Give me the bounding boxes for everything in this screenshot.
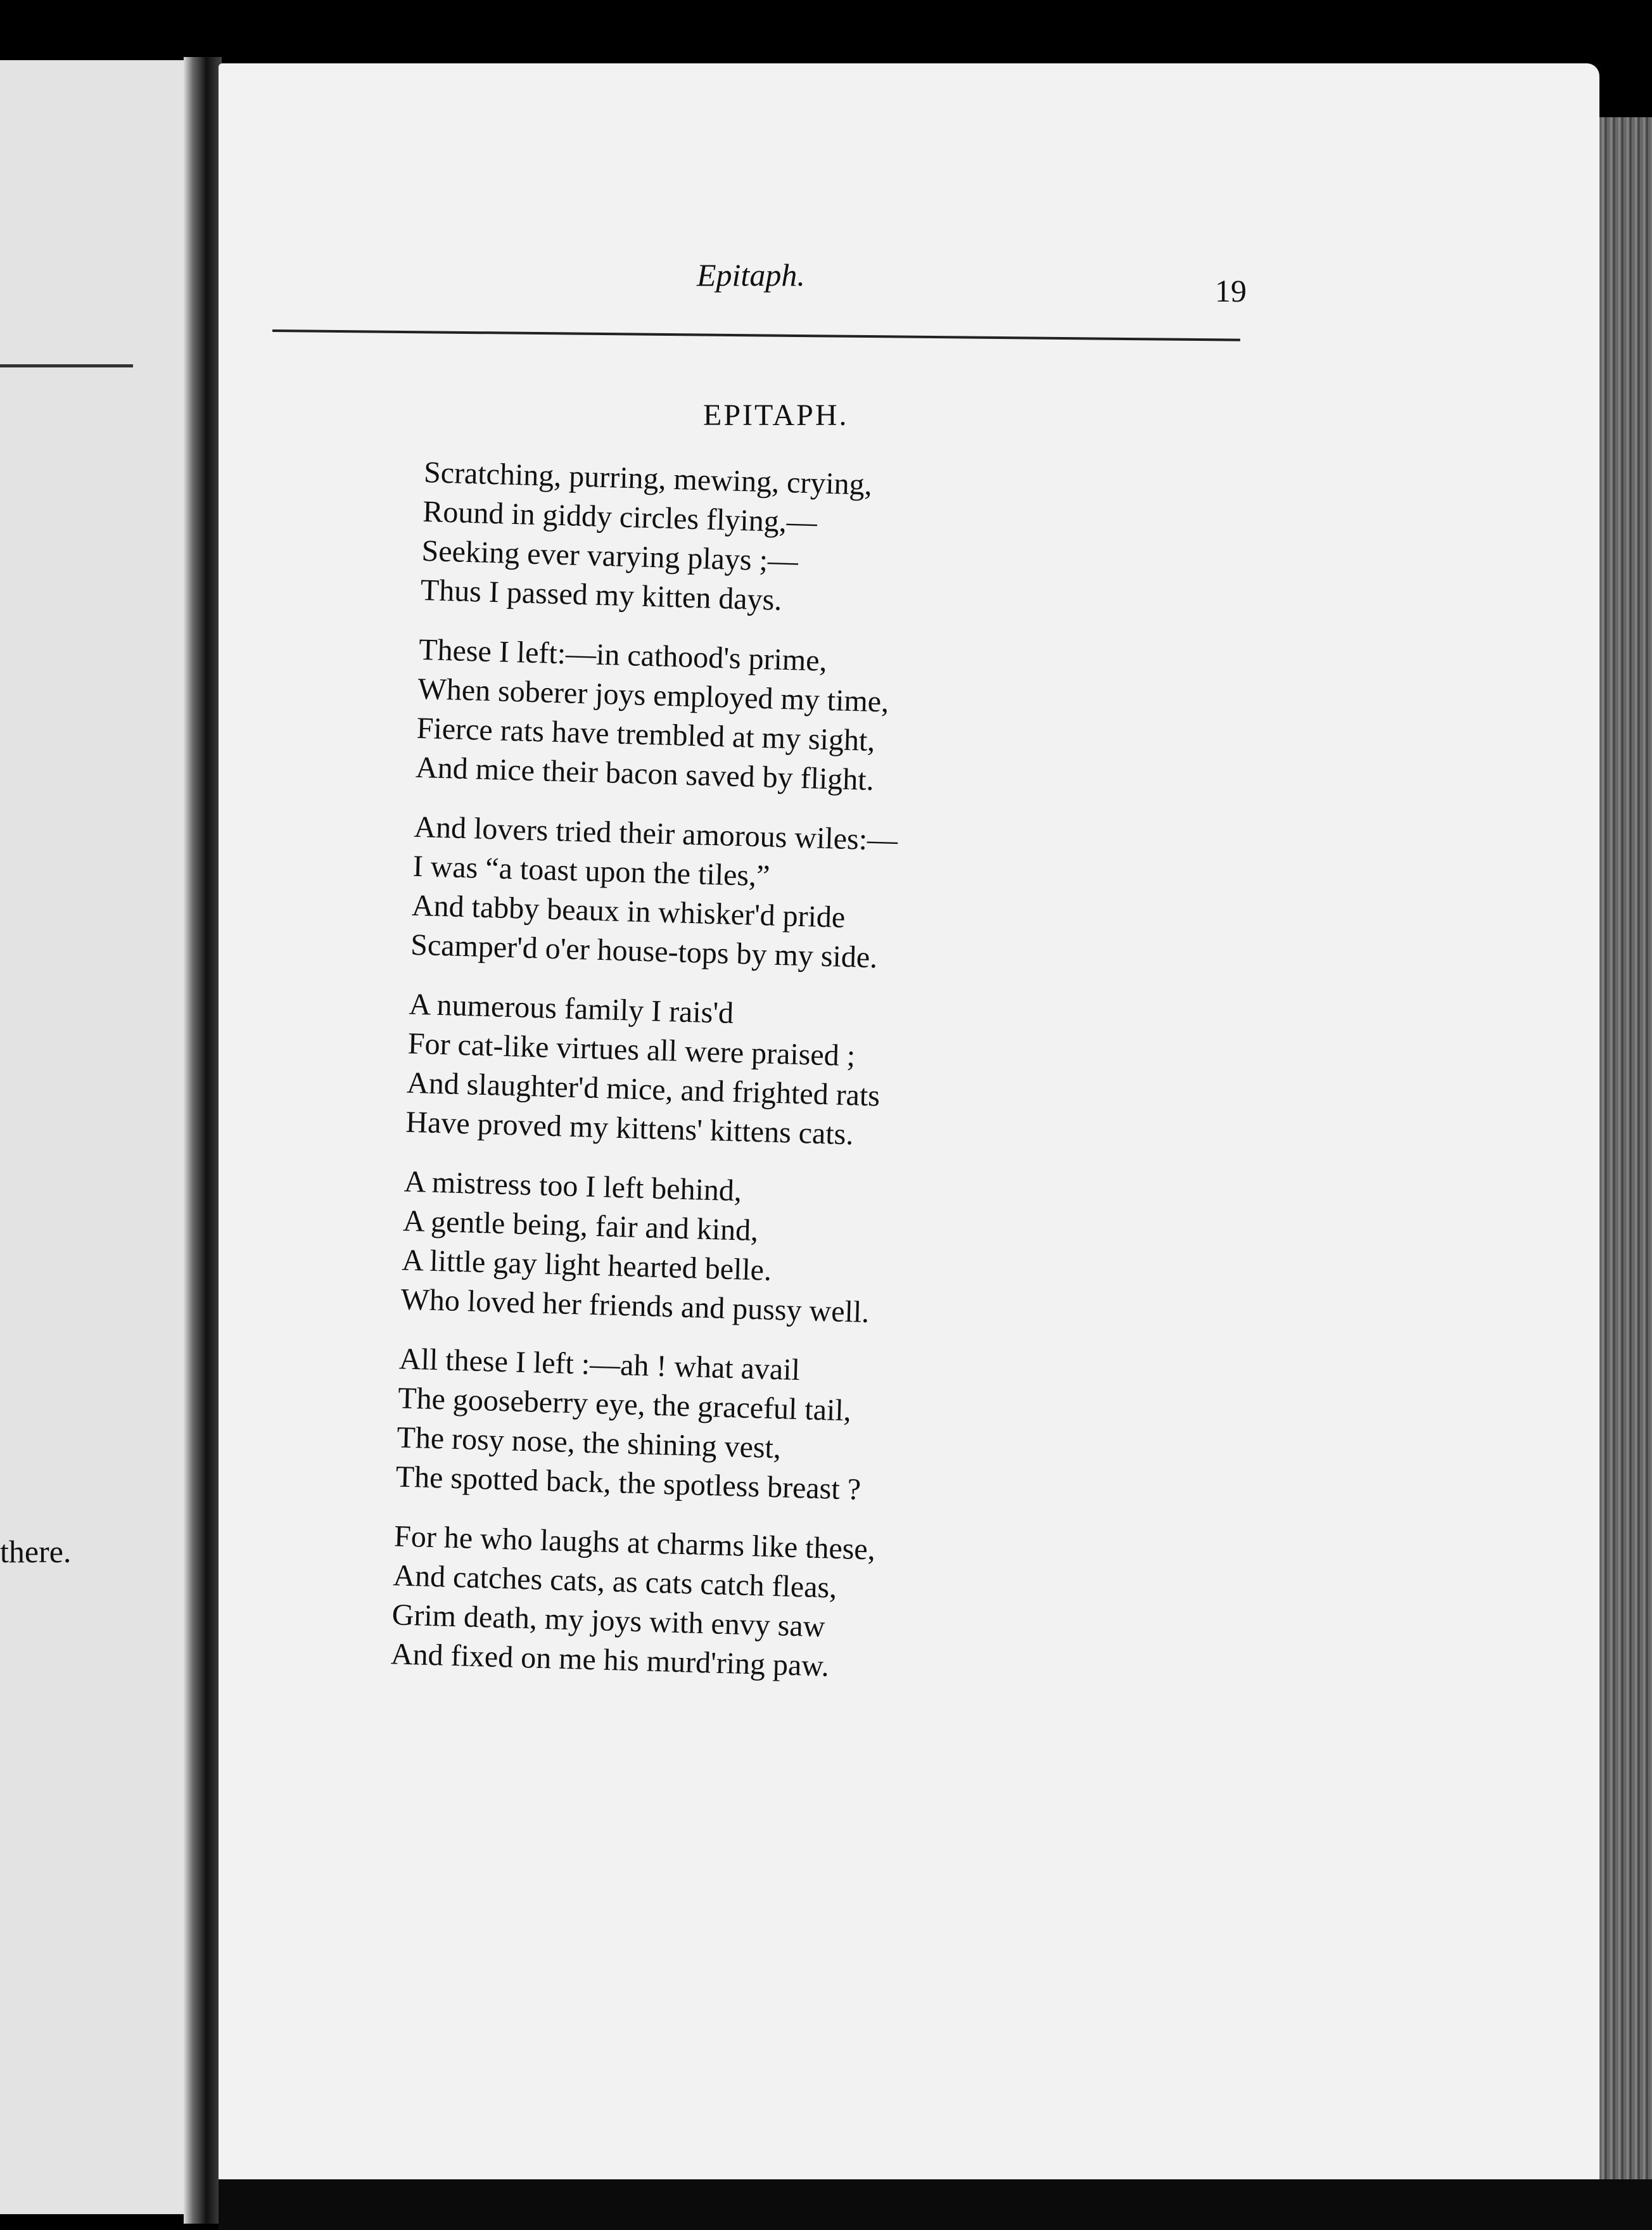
poem-line: And fixed on me his murd'ring paw. bbox=[390, 1637, 830, 1683]
poem-line: The spotted back, the spotless breast ? bbox=[395, 1460, 861, 1507]
poem-line: And mice their bacon saved by flight. bbox=[415, 750, 875, 798]
poem-line: For cat-like virtues all were praised ; bbox=[407, 1026, 856, 1073]
poem-line: And tabby beaux in whisker'd pride bbox=[411, 888, 846, 934]
poem-line: And lovers tried their amorous wiles:— bbox=[413, 810, 898, 858]
poem-line: I was “a toast upon the tiles,” bbox=[412, 849, 771, 893]
bottom-shadow bbox=[219, 2179, 1652, 2230]
stanza bbox=[390, 1517, 878, 1687]
stanza bbox=[410, 808, 898, 978]
poem-line: A little gay light hearted belle. bbox=[401, 1243, 772, 1287]
poem-line: Fierce rats have trembled at my sight, bbox=[416, 711, 876, 758]
poem-line: Scratching, purring, mewing, crying, bbox=[423, 455, 873, 502]
left-page bbox=[0, 60, 193, 2214]
poem-line: For he who laughs at charms like these, bbox=[393, 1519, 876, 1567]
poem-line: These I left:—in cathood's prime, bbox=[418, 632, 828, 678]
stanza bbox=[400, 1163, 888, 1333]
poem-line: The gooseberry eye, the graceful tail, bbox=[397, 1381, 852, 1428]
poem-line: Seeking ever varying plays ;— bbox=[421, 533, 799, 578]
running-head: Epitaph. bbox=[697, 257, 805, 293]
poem-line: Scamper'd o'er house-tops by my side. bbox=[410, 927, 878, 975]
stanza bbox=[395, 1339, 883, 1510]
page-number: 19 bbox=[1215, 273, 1247, 309]
poem-line: The rosy nose, the shining vest, bbox=[396, 1420, 782, 1465]
poem-line: And slaughter'd mice, and frighted rats bbox=[406, 1066, 880, 1113]
stanza bbox=[420, 453, 908, 623]
stanza bbox=[415, 630, 903, 801]
poem-line: A gentle being, fair and kind, bbox=[402, 1204, 759, 1248]
gutter-shadow bbox=[184, 57, 222, 2224]
left-page-rule bbox=[0, 364, 133, 367]
poem-line: Who loved her friends and pussy well. bbox=[400, 1282, 870, 1330]
poem-line: Have proved my kittens' kittens cats. bbox=[405, 1105, 855, 1152]
left-page-fragment: there. bbox=[0, 1534, 72, 1569]
stanza bbox=[405, 985, 893, 1156]
poem-body bbox=[390, 453, 908, 1708]
poem-title: EPITAPH. bbox=[703, 398, 849, 432]
poem-line: Thus I passed my kitten days. bbox=[420, 573, 783, 617]
poem-line: A numerous family I rais'd bbox=[408, 987, 734, 1030]
poem-line: All these I left :—ah ! what avail bbox=[398, 1342, 801, 1387]
poem-line: A mistress too I left behind, bbox=[403, 1164, 742, 1208]
poem-line: Round in giddy circles flying,— bbox=[422, 494, 818, 540]
poem-line: When soberer joys employed my time, bbox=[417, 672, 889, 719]
poem-line: And catches cats, as cats catch fleas, bbox=[392, 1558, 837, 1605]
poem-line: Grim death, my joys with envy saw bbox=[391, 1598, 826, 1644]
